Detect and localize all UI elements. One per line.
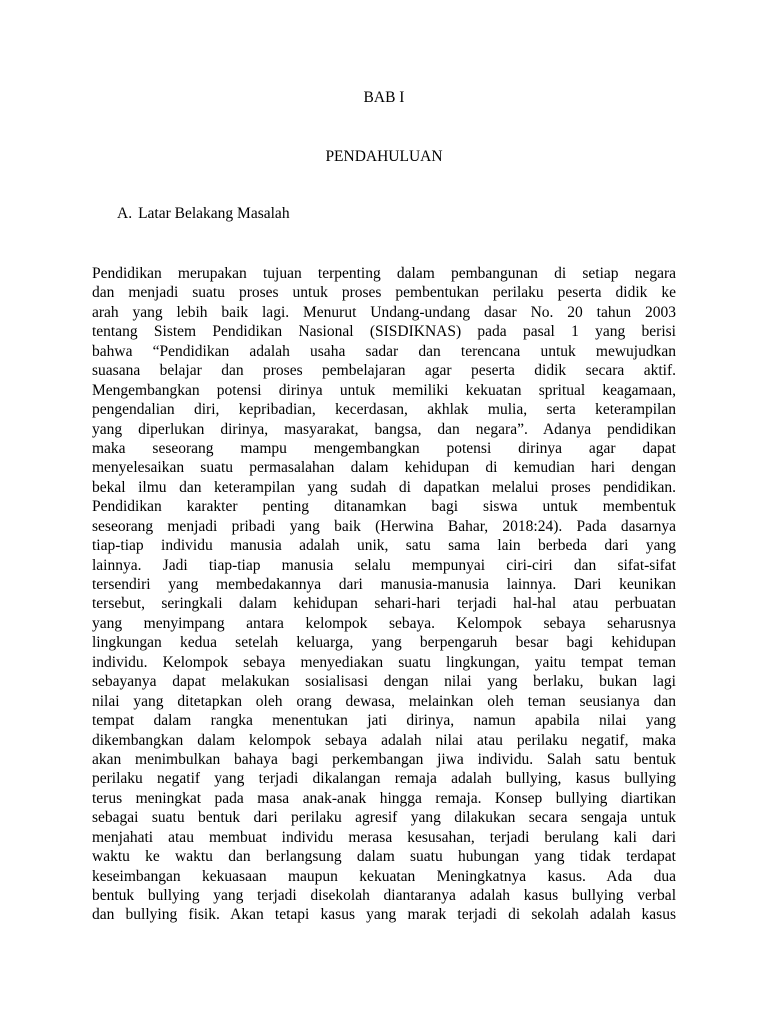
paragraph-line: maka seseorang mampu mengembangkan potensi dirinya agar dapat xyxy=(92,439,676,457)
paragraph-line: tentang Sistem Pendidikan Nasional (SISDIKNAS) pada pasal 1 yang berisi xyxy=(92,323,676,341)
paragraph-line: arah yang lebih baik lagi. Menurut Undang-undang dasar No. 20 tahun 2003 xyxy=(92,303,676,321)
paragraph-line: bahwa “Pendidikan adalah usaha sadar dan terencana untuk mewujudkan xyxy=(92,342,676,360)
paragraph-line: lingkungan kedua setelah keluarga, yang berpengaruh besar bagi kehidupan xyxy=(92,634,676,652)
paragraph-line: bekal ilmu dan keterampilan yang sudah di dapatkan melalui proses pendidikan. xyxy=(92,478,676,496)
paragraph-line: waktu ke waktu dan berlangsung dalam suatu hubungan yang tidak terdapat xyxy=(92,848,676,866)
paragraph-line: tempat dalam rangka menentukan jati dirinya, namun apabila nilai yang xyxy=(92,712,676,730)
paragraph-line: dikembangkan dalam kelompok sebaya adalah nilai atau perilaku negatif, maka xyxy=(92,731,676,749)
section-heading xyxy=(117,204,290,224)
paragraph-line: suasana belajar dan proses pembelajaran agar peserta didik secara aktif. xyxy=(92,362,676,380)
paragraph-line: menyelesaikan suatu permasalahan dalam kehidupan di kemudian hari dengan xyxy=(92,459,676,477)
paragraph-line: Mengembangkan potensi dirinya untuk memiliki kekuatan spritual keagamaan, xyxy=(92,381,676,399)
paragraph-line: bentuk bullying yang terjadi disekolah diantaranya adalah kasus bullying verbal xyxy=(92,887,676,904)
section-number: A. xyxy=(117,205,133,222)
paragraph-line: individu. Kelompok sebaya menyediakan suatu lingkungan, yaitu tempat teman xyxy=(92,653,676,671)
paragraph-line: seseorang menjadi pribadi yang baik (Herwina Bahar, 2018:24). Pada dasarnya xyxy=(92,517,676,535)
paragraph-line: menjahati atau membuat individu merasa kesusahan, terjadi berulang kali dari xyxy=(92,828,676,846)
chapter-title: PENDAHULUAN xyxy=(325,148,443,165)
paragraph-line: Pendidikan karakter penting ditanamkan bagi siswa untuk membentuk xyxy=(92,498,676,516)
paragraph-line: akan menimbulkan bahaya bagi perkembangan jiwa individu. Salah satu bentuk xyxy=(92,750,676,768)
paragraph-line: tersebut, seringkali dalam kehidupan sehari-hari terjadi hal-hal atau perbuatan xyxy=(92,595,676,613)
paragraph-line: sebayanya dapat melakukan sosialisasi dengan nilai yang berlaku, bukan lagi xyxy=(92,673,676,691)
paragraph-line: lainnya. Jadi tiap-tiap manusia selalu mempunyai ciri-ciri dan sifat-sifat xyxy=(92,556,676,574)
paragraph-line: keseimbangan kekuasaan maupun kekuatan Meningkatnya kasus. Ada dua xyxy=(92,867,676,885)
paragraph-line: nilai yang ditetapkan oleh orang dewasa, melainkan oleh teman seusianya dan xyxy=(92,692,676,710)
paragraph-line: terus meningkat pada masa anak-anak hingga remaja. Konsep bullying diartikan xyxy=(92,789,676,807)
paragraph-line: tiap-tiap individu manusia adalah unik, satu sama lain berbeda dari yang xyxy=(92,537,676,555)
paragraph-line: sebagai suatu bentuk dari perilaku agresif yang dilakukan secara sengaja untuk xyxy=(92,809,676,827)
paragraph-line: Pendidikan merupakan tujuan terpenting dalam pembangunan di setiap negara xyxy=(92,265,676,282)
paragraph-line: pengendalian diri, kepribadian, kecerdasan, akhlak mulia, serta keterampilan xyxy=(92,401,676,419)
paragraph-line: perilaku negatif yang terjadi dikalangan remaja adalah bullying, kasus bullying xyxy=(92,770,676,788)
paragraph-line: yang diperlukan dirinya, masyarakat, bangsa, dan negara”. Adanya pendidikan xyxy=(92,420,676,438)
body-paragraph xyxy=(92,264,676,925)
paragraph-line: tersendiri yang membedakannya dari manusia-manusia lainnya. Dari keunikan xyxy=(92,576,676,593)
paragraph-line: dan menjadi suatu proses untuk proses pembentukan perilaku peserta didik ke xyxy=(92,284,676,302)
section-title: Latar Belakang Masalah xyxy=(138,205,290,222)
paragraph-line: dan bullying fisik. Akan tetapi kasus yang marak terjadi di sekolah adalah kasus xyxy=(92,906,676,924)
paragraph-line: yang menyimpang antara kelompok sebaya. Kelompok sebaya seharusnya xyxy=(92,614,676,632)
chapter-label: BAB I xyxy=(363,89,405,106)
